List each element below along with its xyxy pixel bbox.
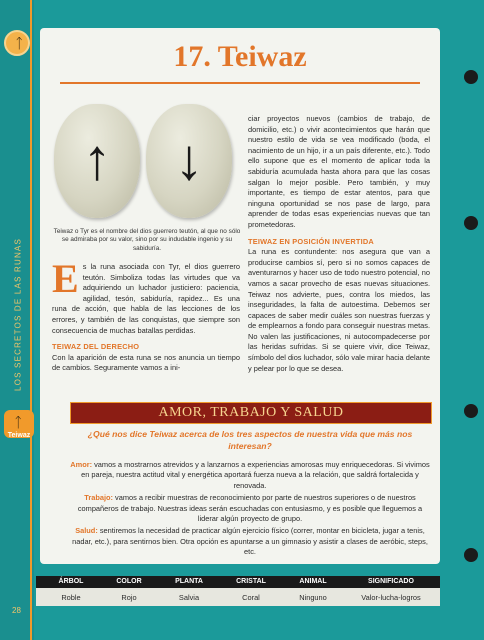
table-header-cell: ÁRBOL xyxy=(58,578,84,585)
table-cell: Rojo xyxy=(121,593,137,602)
rune-glyph: ᛏ xyxy=(15,35,24,51)
title-underline xyxy=(60,82,420,84)
amor-paragraph xyxy=(70,460,430,491)
rune-stones-image xyxy=(50,96,240,226)
arrow-up-icon: ↑ xyxy=(82,127,112,192)
subhead-invertida: TEIWAZ EN POSICIÓN INVERTIDA xyxy=(248,236,374,246)
right-column xyxy=(248,114,430,374)
vertical-title-text: LOS SECRETOS DE LAS RUNAS xyxy=(13,238,23,391)
page-number: 28 xyxy=(12,606,21,615)
table-header-cell: COLOR xyxy=(116,578,142,585)
table-header-cell: ANIMAL xyxy=(299,578,327,585)
rune-badge-icon: ᛏ xyxy=(14,414,23,430)
salud-label: Salud: xyxy=(75,526,98,536)
table-header-cell: CRISTAL xyxy=(236,578,266,585)
image-caption: Teiwaz o Tyr es el nombre del dios guerrero teutón, al que no sólo se admiraba por su valor, sino por su indudable ingenio y su sabiduría. xyxy=(53,228,241,252)
table-header-cell: SIGNIFICADO xyxy=(368,578,414,585)
orange-divider xyxy=(30,0,32,640)
rune-stone-upright xyxy=(54,104,140,218)
vertical-book-title xyxy=(4,100,30,540)
derecho-paragraph: Con la aparición de esta runa se nos anuncia un tiempo de cambios. Seguramente vamos a ini- xyxy=(52,352,240,373)
drop-cap: E xyxy=(52,256,79,301)
correspondence-table xyxy=(36,576,440,608)
table-row xyxy=(36,588,440,606)
intro-paragraph xyxy=(52,256,240,336)
salud-paragraph xyxy=(70,526,430,557)
table-cell: Valor-lucha-logros xyxy=(361,593,421,602)
trabajo-text: vamos a recibir muestras de reconocimiento por parte de nuestros superiores o de nuestros compañeros de trabajo. Nuestras ideas serán escuchadas con entusiasmo, y es posible que lleguemos a liderar algún proyecto de grupo. xyxy=(77,493,423,524)
side-badge-label: Teiwaz xyxy=(7,432,31,439)
salud-text: sentiremos la necesidad de practicar algún ejercicio físico (correr, montar en bicicleta, jugar a tenis, nadar, etc.), para sentirnos bien. Otra opción es apuntarse a un gimnasio y asistir a clases de aeróbic, steps, etc. xyxy=(72,526,428,557)
section-question: ¿Qué nos dice Teiwaz acerca de los tres aspectos de nuestra vida que más nos interesan? xyxy=(87,429,413,451)
table-header-cell: PLANTA xyxy=(175,578,203,585)
table-header-row xyxy=(36,576,440,588)
binder-hole xyxy=(464,548,478,562)
table-cell: Ninguno xyxy=(299,593,327,602)
amor-text: vamos a mostrarnos atrevidos y a lanzarnos a experiencias amorosas muy enriquecedoras. Si vivimos en pareja, nuestra actitud vital y energética aportará fuerza nueva a la relación, que saldrá fortalecida y renovada. xyxy=(81,460,430,490)
rune-stone-inverted xyxy=(146,104,232,218)
section-banner xyxy=(70,402,432,424)
binder-hole xyxy=(464,70,478,84)
intro-text: s la runa asociada con Tyr, el dios guerrero teutón. Simboliza todas las virtudes que va adquiriendo un luchador justiciero: paciencia, agilidad, tesón, sabiduría, rapidez... Es una runa de acción, que habla de las lecciones de los errores, y también de las conquistas, que siempre son consecuencia de muchas batallas perdidas. xyxy=(52,262,240,335)
arrow-down-icon: ↓ xyxy=(174,127,204,192)
aspects-block xyxy=(70,460,430,560)
invertida-paragraph: La runa es contundente: nos asegura que van a producirse cambios sí, pero si no somos capaces de aventurarnos y hacer uso de todo nuestro potencial, no vamos a sacar provecho de esas nuevas situaciones. Teiwaz nos advierte, pues, contra los miedos, las inseguridades, la falta de autoestima. Debemos ser capaces de saber medir cuáles son nuestras fuerzas y de emplearnos a fondo para conseguir nuestras metas. No valen las justificaciones, ni autocompadecerse por las heridas sufridas. Si se quiere vivir, dice Teiwaz, símbolo del dios luchador, sólo vale mirar hacia delante y pelear por lo que se desea. xyxy=(248,247,430,373)
derecho-continued: ciar proyectos nuevos (cambios de trabajo, de domicilio, etc.) o vivir acontecimientos que harán que nuestro estilo de vida se vea modificado (boda, el nacimiento de un hijo, ir a un país diferente, etc.). Todo ello supone que es el momento de aplicar toda la sabiduría acumulada hasta ahora para que las cosas salgan lo mejor posible. Pero también, y muy importante, es tiempo de estar atentos, para que ninguna oportunidad se nos pase de largo, para aprender de todas esas experiencias nuevas que tan prometedoras. xyxy=(248,114,430,229)
left-column xyxy=(52,256,240,374)
subhead-derecho: TEIWAZ DEL DERECHO xyxy=(52,342,140,352)
amor-label: Amor: xyxy=(70,460,93,469)
trabajo-label: Trabajo: xyxy=(84,493,113,503)
table-cell: Coral xyxy=(242,593,260,602)
binder-hole xyxy=(464,216,478,230)
rune-tab-icon xyxy=(4,30,30,56)
binder-hole xyxy=(464,404,478,418)
banner-title: AMOR, TRABAJO Y SALUD xyxy=(158,405,344,420)
table-cell: Salvia xyxy=(178,593,200,602)
table-cell: Roble xyxy=(61,593,81,602)
trabajo-paragraph xyxy=(70,493,430,524)
page-title: 17. Teiwaz xyxy=(173,40,307,73)
